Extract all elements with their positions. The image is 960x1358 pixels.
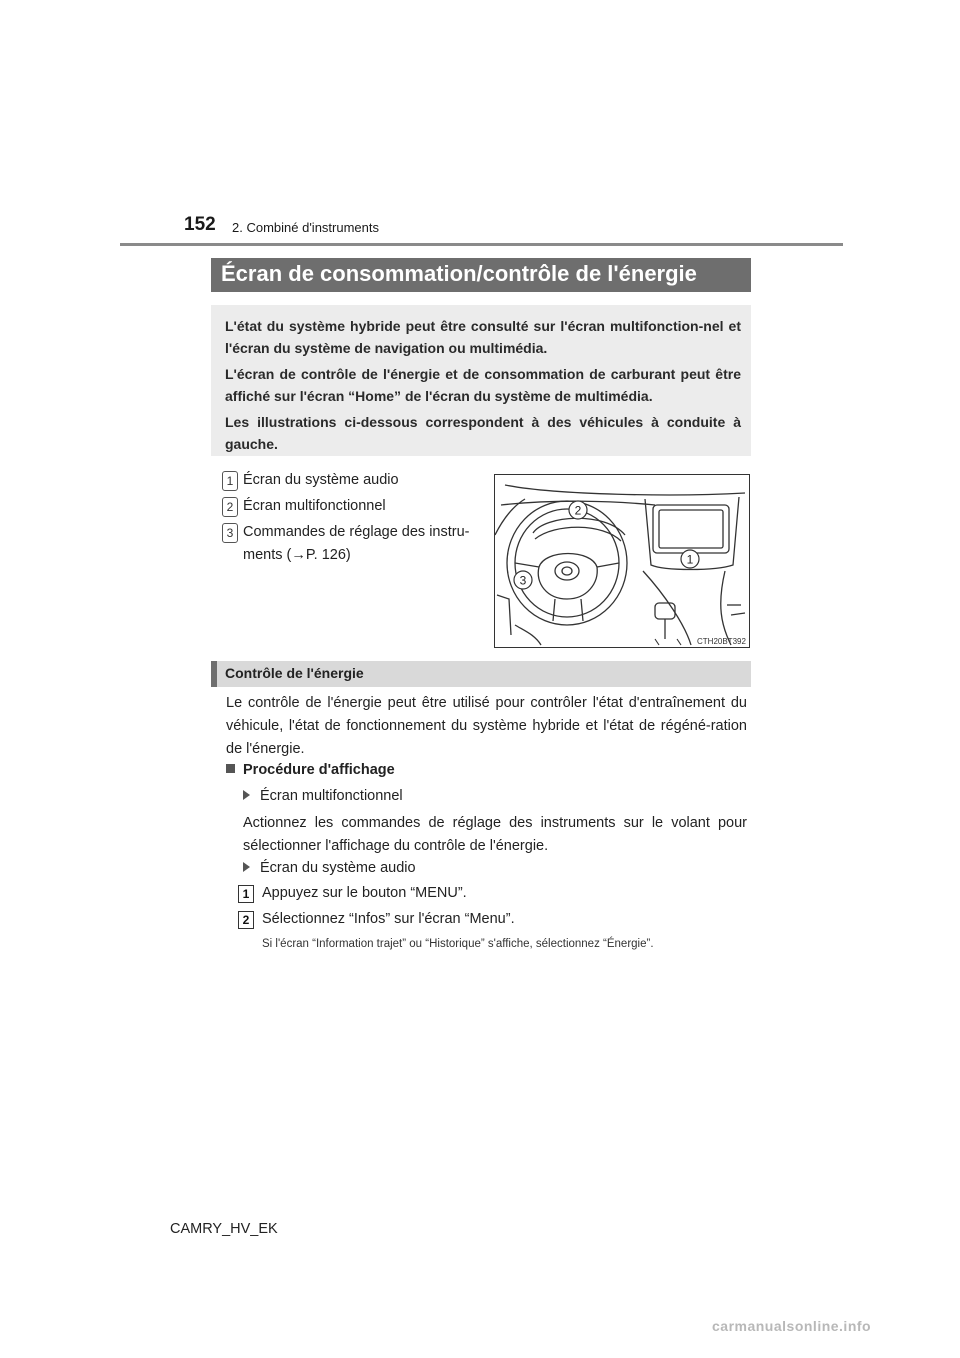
intro-box bbox=[211, 305, 751, 456]
list-item-multi-display bbox=[243, 785, 403, 808]
watermark: carmanualsonline.info bbox=[712, 1318, 872, 1334]
step-text: Appuyez sur le bouton “MENU”. bbox=[262, 885, 467, 901]
step-text: Sélectionnez “Infos” sur l'écran “Menu”. bbox=[262, 911, 515, 927]
marker-2 bbox=[569, 501, 587, 519]
figure-code: CTH20BT392 bbox=[697, 637, 746, 646]
dashboard-drawing bbox=[495, 475, 749, 647]
svg-text:1: 1 bbox=[686, 552, 694, 567]
section-title: Écran de consommation/contrôle de l'énergie bbox=[211, 258, 751, 292]
list-item-audio-display bbox=[243, 857, 416, 880]
multi-display-instructions: Actionnez les commandes de réglage des instruments sur le volant pour sélectionner l'affichage du contrôle de l'énergie. bbox=[243, 815, 747, 854]
intro-paragraph: L'écran de contrôle de l'énergie et de consommation de carburant peut être affiché sur l'écran “Home” de l'écran du système de multimédia. bbox=[225, 366, 741, 404]
callout-label: Écran multifonctionnel bbox=[243, 498, 386, 514]
body-paragraph: Le contrôle de l'énergie peut être utilisé pour contrôler l'état d'entraînement du véhicule, l'état de fonctionnement du système hybride et l'état de régéné-ration de l'énergie. bbox=[226, 695, 747, 757]
intro-paragraph: L'état du système hybride peut être consulté sur l'écran multifonction-nel et l'écran du système de navigation ou multimédia. bbox=[225, 318, 741, 356]
callout-label-continued: ments (→P. 126) bbox=[243, 547, 351, 563]
step-note: Si l'écran “Information trajet” ou “Historique” s'affiche, sélectionnez “Énergie”. bbox=[262, 938, 654, 950]
triangle-bullet-icon bbox=[243, 790, 250, 800]
intro-paragraph: Les illustrations ci-dessous correspondent à des véhicules à conduite à gauche. bbox=[225, 414, 741, 452]
callout-number: 2 bbox=[222, 497, 238, 517]
page-number: 152 bbox=[184, 214, 216, 235]
procedure-heading-label: Procédure d'affichage bbox=[243, 762, 395, 778]
svg-text:3: 3 bbox=[519, 573, 527, 588]
callout-number: 3 bbox=[222, 523, 238, 543]
callout-number: 1 bbox=[222, 471, 238, 491]
footer-code: CAMRY_HV_EK bbox=[170, 1221, 278, 1237]
list-item-label: Écran du système audio bbox=[260, 860, 416, 876]
header-divider bbox=[120, 243, 843, 246]
procedure-heading bbox=[226, 759, 395, 782]
marker-3 bbox=[514, 571, 532, 589]
svg-text:2: 2 bbox=[574, 503, 582, 518]
step-number: 2 bbox=[238, 911, 254, 929]
triangle-bullet-icon bbox=[243, 862, 250, 872]
callout-label: Commandes de réglage des instru- bbox=[243, 524, 470, 540]
step-number: 1 bbox=[238, 885, 254, 903]
square-bullet-icon bbox=[226, 764, 235, 773]
chapter-title: 2. Combiné d'instruments bbox=[232, 220, 379, 235]
callout-label: Écran du système audio bbox=[243, 472, 399, 488]
dashboard-illustration bbox=[494, 474, 750, 648]
marker-1 bbox=[681, 550, 699, 568]
list-item-label: Écran multifonctionnel bbox=[260, 788, 403, 804]
subsection-title: Contrôle de l'énergie bbox=[211, 661, 751, 687]
